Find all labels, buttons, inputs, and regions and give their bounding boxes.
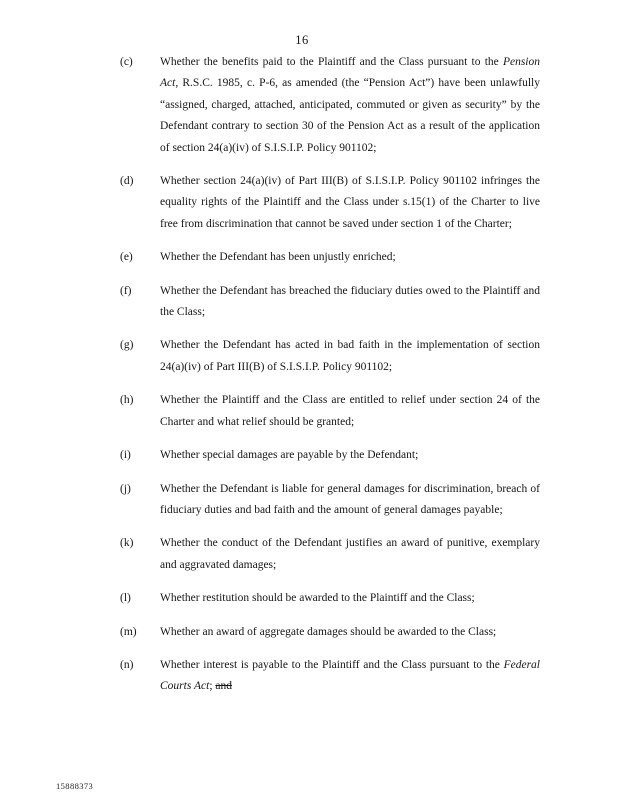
list-item xyxy=(120,445,540,466)
item-text xyxy=(160,335,540,378)
text-segment: Whether section 24(a)(iv) of Part III(B) of S.I.S.I.P. Policy 901102 infringes the equality rights of the Plaintiff and the Class under s.15(1) of the Charter to live free from discrimination that cannot be saved under section 1 of the Charter; xyxy=(160,175,540,230)
item-marker: (c) xyxy=(120,56,133,68)
text-segment: and xyxy=(215,680,232,693)
list-item xyxy=(120,622,540,643)
list-item xyxy=(120,588,540,609)
text-segment: Whether the benefits paid to the Plaintiff and the Class pursuant to the xyxy=(160,56,503,68)
list-item xyxy=(120,171,540,235)
list-item xyxy=(120,533,540,576)
list-item xyxy=(120,281,540,324)
item-marker: (m) xyxy=(120,625,137,638)
text-segment: Whether the Defendant is liable for general damages for discrimination, breach of fiduciary duties and bad faith and the amount of general damages payable; xyxy=(160,482,540,516)
item-marker: (g) xyxy=(120,339,134,352)
issues-list xyxy=(120,52,540,710)
text-segment: Whether an award of aggregate damages should be awarded to the Class; xyxy=(160,625,497,638)
item-text xyxy=(160,281,540,324)
text-segment: Whether interest is payable to the Plaintiff and the Class pursuant to the xyxy=(160,658,504,671)
item-text xyxy=(160,52,540,159)
list-item xyxy=(120,247,540,268)
text-segment: Federal Courts Act xyxy=(160,658,540,693)
text-segment: Whether the Defendant has acted in bad faith in the implementation of section 24(a)(iv) of Part III(B) of S.I.S.I.P. Policy 901102; xyxy=(160,339,540,373)
item-text xyxy=(160,533,540,576)
item-marker: (l) xyxy=(120,592,131,605)
page-number: 16 xyxy=(295,33,309,47)
item-text xyxy=(160,622,540,643)
text-segment: Whether restitution should be awarded to the Plaintiff and the Class; xyxy=(160,592,475,605)
item-text xyxy=(160,445,540,466)
item-text xyxy=(160,479,540,522)
item-text xyxy=(160,171,540,235)
item-marker: (k) xyxy=(120,537,134,550)
list-item xyxy=(120,479,540,522)
document-id-stamp: 15888373 xyxy=(56,781,94,791)
item-text xyxy=(160,390,540,433)
text-segment: Whether the Defendant has been unjustly enriched; xyxy=(160,251,396,264)
list-item xyxy=(120,655,540,698)
list-item xyxy=(120,390,540,433)
item-marker: (e) xyxy=(120,251,133,264)
list-item xyxy=(120,335,540,378)
item-text xyxy=(160,655,540,698)
item-marker: (f) xyxy=(120,284,132,297)
item-marker: (n) xyxy=(120,658,134,671)
text-segment: ; xyxy=(209,680,216,693)
item-marker: (j) xyxy=(120,482,131,495)
text-segment: Pension Act xyxy=(160,56,540,90)
item-marker: (h) xyxy=(120,394,134,407)
text-segment: , R.S.C. 1985, c. P-6, as amended (the “Pension Act”) have been unlawfully “assigned, charged, attached, anticipated, commuted or given as security” by the Defendant contrary to section 30 of the Pension Act as a result of the application of section 24(a)(iv) of S.I.S.I.P. Policy 901102; xyxy=(160,77,540,154)
list-item xyxy=(120,52,540,159)
text-segment: Whether special damages are payable by the Defendant; xyxy=(160,449,419,462)
item-marker: (i) xyxy=(120,449,131,462)
text-segment: Whether the Plaintiff and the Class are entitled to relief under section 24 of the Charter and what relief should be granted; xyxy=(160,394,540,428)
text-segment: Whether the conduct of the Defendant justifies an award of punitive, exemplary and aggravated damages; xyxy=(160,537,540,571)
text-segment: Whether the Defendant has breached the fiduciary duties owed to the Plaintiff and the Class; xyxy=(160,284,540,319)
item-marker: (d) xyxy=(120,175,134,188)
item-text xyxy=(160,247,540,268)
item-text xyxy=(160,588,540,609)
